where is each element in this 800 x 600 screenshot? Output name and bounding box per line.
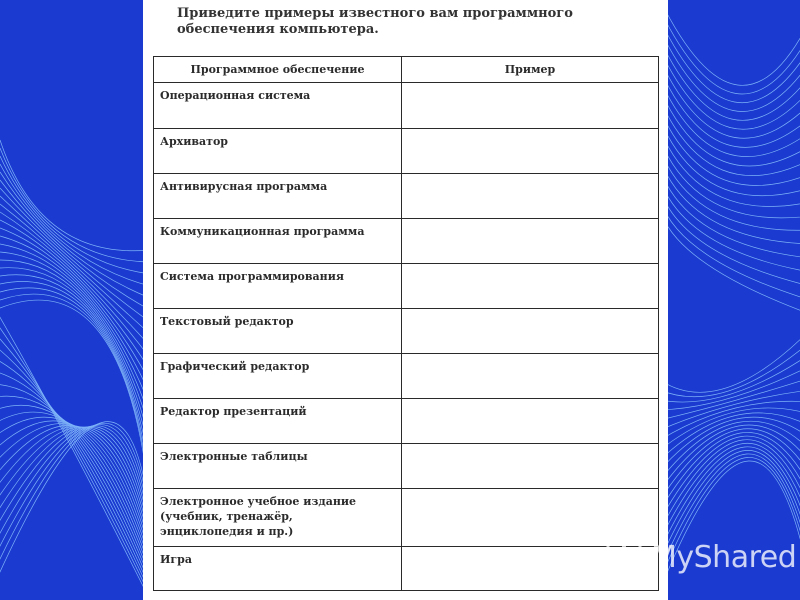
worksheet-page <box>143 0 668 600</box>
example-cell[interactable] <box>402 399 659 444</box>
table-row <box>154 444 659 489</box>
software-type-label: Редактор презентаций <box>154 399 402 444</box>
example-cell[interactable] <box>402 444 659 489</box>
software-type-label: Операционная система <box>154 83 402 129</box>
software-type-label: Текстовый редактор <box>154 309 402 354</box>
example-cell[interactable] <box>402 174 659 219</box>
table-row <box>154 174 659 219</box>
software-type-label: Электронные таблицы <box>154 444 402 489</box>
table-row <box>154 489 659 547</box>
table-row <box>154 83 659 129</box>
software-type-label: Коммуникационная программа <box>154 219 402 264</box>
example-cell[interactable] <box>402 309 659 354</box>
example-cell[interactable] <box>402 264 659 309</box>
example-cell[interactable] <box>402 129 659 174</box>
table-row <box>154 219 659 264</box>
software-type-label: Архиватор <box>154 129 402 174</box>
software-type-label: Антивирусная программа <box>154 174 402 219</box>
task-instruction: Приведите примеры известного вам программного обеспечения компьютера. <box>177 6 573 37</box>
software-type-label: Графический редактор <box>154 354 402 399</box>
software-type-label: Игра <box>154 547 402 591</box>
table-row <box>154 399 659 444</box>
watermark-text: MyShared <box>651 539 797 575</box>
software-type-label: Электронное учебное издание (учебник, тренажёр, энциклопедия и пр.) <box>154 489 402 547</box>
column-header-example: Пример <box>402 57 659 83</box>
myshared-watermark <box>605 534 796 580</box>
table-row <box>154 309 659 354</box>
software-examples-table <box>153 56 659 591</box>
table-row <box>154 547 659 591</box>
example-cell[interactable] <box>402 83 659 129</box>
table-header-row <box>154 57 659 83</box>
column-header-software: Программное обеспечение <box>154 57 402 83</box>
presentation-board-icon <box>605 534 645 580</box>
table-row <box>154 264 659 309</box>
table-row <box>154 129 659 174</box>
example-cell[interactable] <box>402 219 659 264</box>
example-cell[interactable] <box>402 354 659 399</box>
table-row <box>154 354 659 399</box>
software-type-label: Система программирования <box>154 264 402 309</box>
